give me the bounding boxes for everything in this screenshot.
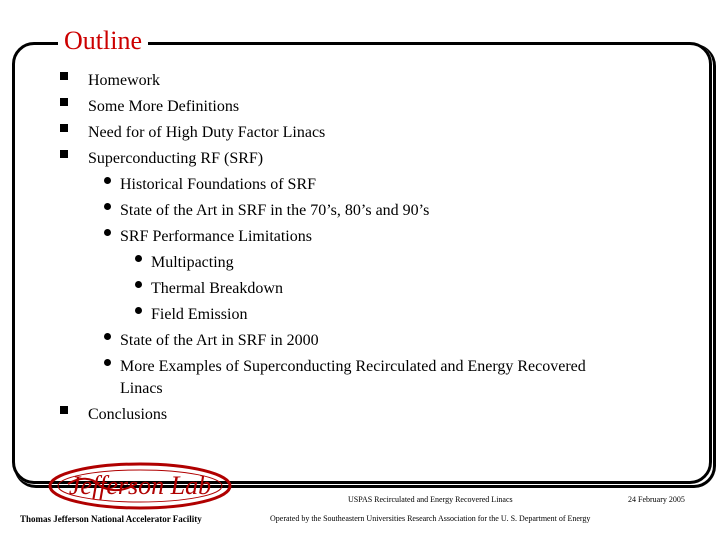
list-item: Field Emission bbox=[151, 306, 248, 323]
list-item: SRF Performance Limitations bbox=[120, 228, 312, 245]
dot-bullet-icon bbox=[104, 359, 111, 366]
footer-date: 24 February 2005 bbox=[628, 495, 685, 504]
list-item-continuation: Linacs bbox=[120, 380, 163, 397]
dot-bullet-icon bbox=[135, 255, 142, 262]
list-item: State of the Art in SRF in the 70’s, 80’s and 90’s bbox=[120, 202, 430, 219]
square-bullet-icon bbox=[60, 406, 68, 414]
dot-bullet-icon bbox=[104, 177, 111, 184]
list-item: Some More Definitions bbox=[88, 98, 240, 115]
list-item: Superconducting RF (SRF) bbox=[88, 150, 264, 167]
list-item: Conclusions bbox=[88, 406, 168, 423]
slide-title: Outline bbox=[58, 26, 148, 56]
jefferson-lab-logo bbox=[40, 458, 240, 518]
list-item: Homework bbox=[88, 72, 160, 89]
dot-bullet-icon bbox=[104, 229, 111, 236]
dot-bullet-icon bbox=[135, 281, 142, 288]
list-item: Multipacting bbox=[151, 254, 234, 271]
dot-bullet-icon bbox=[104, 203, 111, 210]
list-item: Thermal Breakdown bbox=[151, 280, 283, 297]
square-bullet-icon bbox=[60, 98, 68, 106]
list-item: State of the Art in SRF in 2000 bbox=[120, 332, 319, 349]
square-bullet-icon bbox=[60, 150, 68, 158]
square-bullet-icon bbox=[60, 72, 68, 80]
footer-facility: Thomas Jefferson National Accelerator Facility bbox=[20, 514, 202, 524]
footer-course: USPAS Recirculated and Energy Recovered Linacs bbox=[348, 495, 513, 504]
square-bullet-icon bbox=[60, 124, 68, 132]
list-item: More Examples of Superconducting Recirculated and Energy Recovered bbox=[120, 358, 586, 375]
dot-bullet-icon bbox=[104, 333, 111, 340]
logo-wordmark: Jefferson Lab bbox=[68, 471, 212, 500]
list-item: Historical Foundations of SRF bbox=[120, 176, 317, 193]
dot-bullet-icon bbox=[135, 307, 142, 314]
list-item: Need for of High Duty Factor Linacs bbox=[88, 124, 326, 141]
footer-operator: Operated by the Southeastern Universities Research Association for the U. S. Department of Energy bbox=[270, 514, 591, 523]
